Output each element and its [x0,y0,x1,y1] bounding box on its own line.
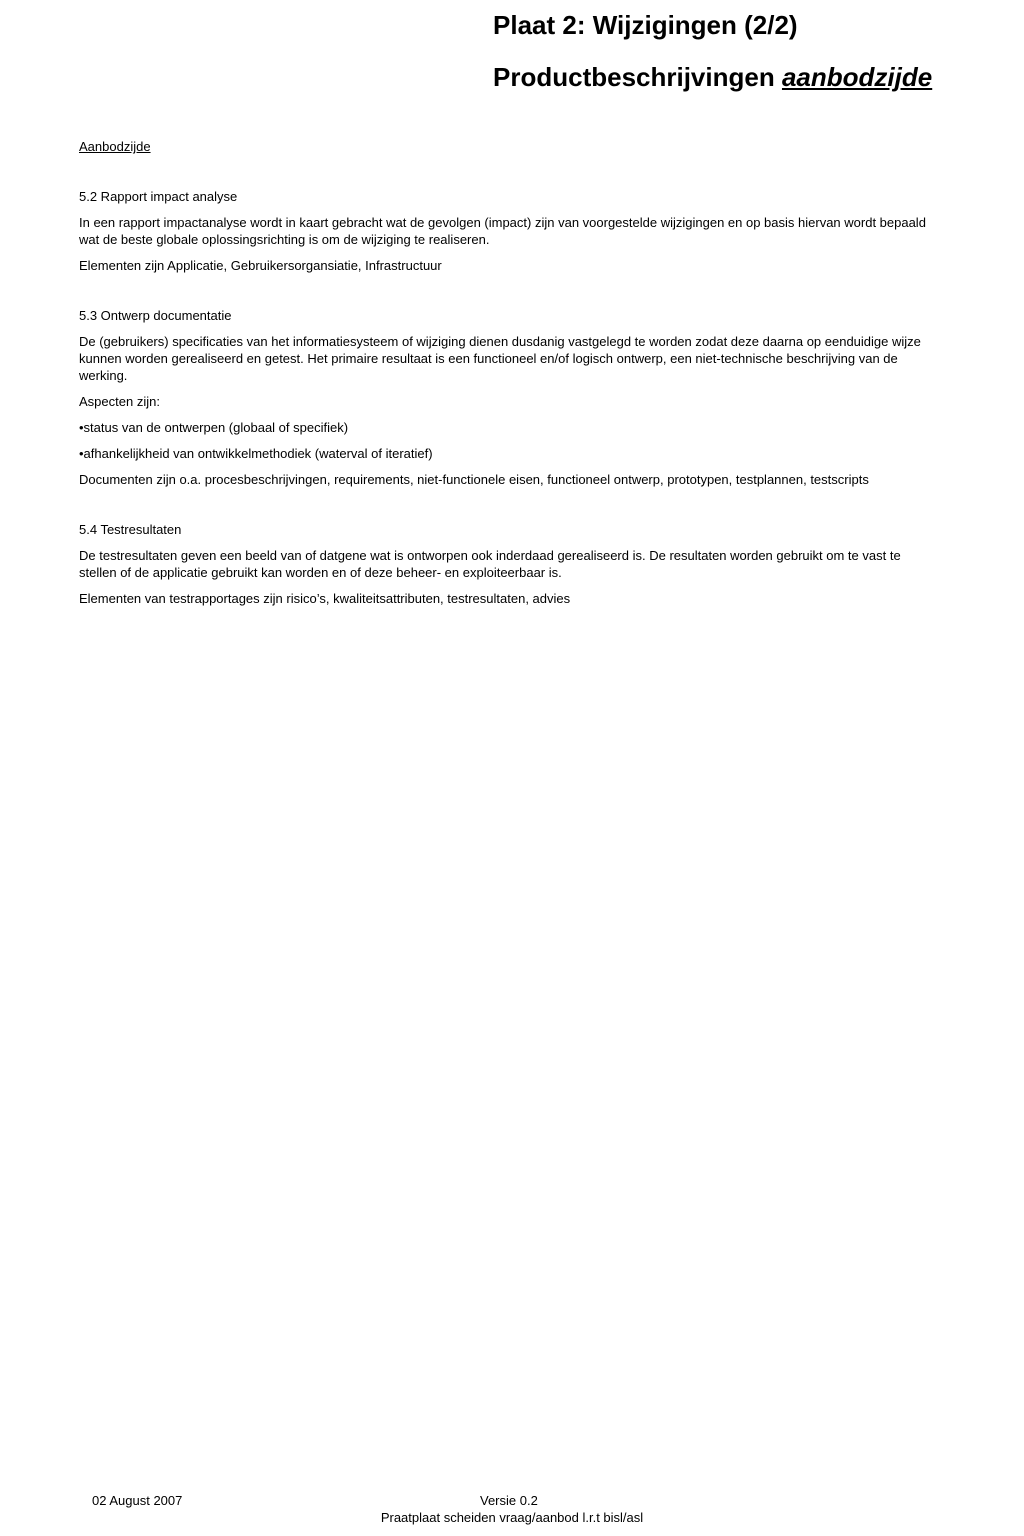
section-heading-5-3: 5.3 Ontwerp documentatie [79,308,232,323]
section-label: Aanbodzijde [79,139,151,154]
spacer [79,497,939,521]
paragraph: De testresultaten geven een beeld van of datgene wat is ontworpen ook inderdaad gerealiseerd is. De resultaten worden gebruikt om te vast te stellen of de applicatie gebruikt kan worden en of deze beheer- en exploiteerbaar is. [79,548,901,580]
bullet-item: •afhankelijkheid van ontwikkelmethodiek (waterval of iteratief) [79,446,433,461]
paragraph: Documenten zijn o.a. procesbeschrijvingen, requirements, niet-functionele eisen, functioneel ontwerp, prototypen, testplannen, testscripts [79,472,869,487]
footer-date: 02 August 2007 [92,1493,183,1508]
subtitle-emphasis: aanbodzijde [781,62,933,92]
page-title: Plaat 2: Wijzigingen (2/2) [493,10,798,40]
aspects-label: Aspecten zijn: [79,394,160,409]
paragraph: Elementen zijn Applicatie, Gebruikersorgansiatie, Infrastructuur [79,258,442,273]
page-subtitle [493,60,932,94]
spacer [79,164,939,188]
paragraph: Elementen van testrapportages zijn risico’s, kwaliteitsattributen, testresultaten, advies [79,591,571,606]
footer-version: Versie 0.2 [480,1493,538,1508]
footer-doc-title: Praatplaat scheiden vraag/aanbod l.r.t bisl/asl [380,1510,644,1525]
subtitle-main: Productbeschrijvingen [493,62,775,92]
paragraph: De (gebruikers) specificaties van het informatiesysteem of wijziging dienen dusdanig vastgelegd te worden zodat deze daarna op eenduidige wijze kunnen worden gerealiseerd en getest. Het primaire resultaat is een functioneel en/of logisch ontwerp, een niet-technische beschrijving van de werking. [79,334,921,383]
document-body [79,138,939,616]
spacer [79,283,939,307]
section-heading-5-2: 5.2 Rapport impact analyse [79,189,238,204]
paragraph: In een rapport impactanalyse wordt in kaart gebracht wat de gevolgen (impact) zijn van voorgestelde wijzigingen en op basis hiervan wordt bepaald wat de beste globale oplossingsrichting is om de wijziging te realiseren. [79,215,926,247]
bullet-item: •status van de ontwerpen (globaal of specifiek) [79,420,349,435]
section-heading-5-4: 5.4 Testresultaten [79,522,182,537]
